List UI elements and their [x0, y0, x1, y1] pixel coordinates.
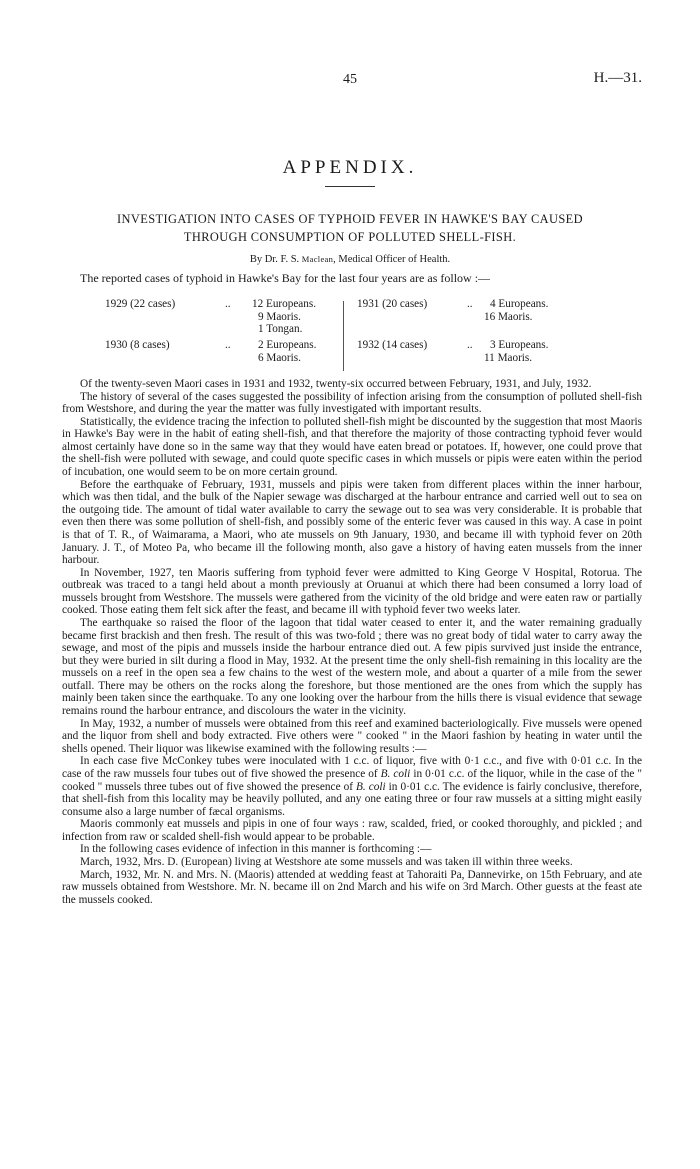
case-count: 16 Maoris. [484, 310, 533, 323]
title-line-2: THROUGH CONSUMPTION OF POLLUTED SHELL-FISH. [183, 230, 517, 244]
paragraph: March, 1932, Mr. N. and Mrs. N. (Maoris) attended at wedding feast at Tahoraiti Pa, Dannevirke, on 15th February, and ate raw mussels obtained from Westshore. Mr. N. became ill on 2nd March and his wife on 3rd March. Other guests at the feast ate the mussels cooked. [62, 868, 642, 906]
heading-rule [325, 186, 375, 187]
organism-name: B. coli [380, 767, 411, 780]
title-line-1: INVESTIGATION INTO CASES OF TYPHOID FEVER IN HAWKE'S BAY CAUSED [117, 212, 583, 226]
text-run: in 0·01 c.c. of the liquor, while in the case of the " cooked " mussels three tubes out of five showed the presence of [62, 767, 642, 793]
paragraph: In the following cases evidence of infection in this manner is forthcoming :— [80, 843, 432, 856]
paragraph: The earthquake so raised the floor of the lagoon that tidal water ceased to enter it, and the water remaining gradually became first brackish and then fresh. The result of this was two-fold ; there was no great body of tidal water to carry away the sewage, and most of the pipis and mussels inside the harbour entrance died out. A few pipis survived just inside the entrance, but they were buried in silt during a flood in May, 1932. At the present time the only shell-fish remaining in this locality are the mussels on a reef in the open sea a few chains to the west of the western mole, and about a quarter of a mile from the sewer outfall. There may be others on the rocks along the foreshore, but those mentioned are the ones from which the supply has mainly been taken since the earthquake. To any one looking over the harbour from the hills there is visual evidence that sewage remains round the harbour entrance, and discolours the water in the vicinity. [62, 616, 642, 718]
cases-table [0, 298, 700, 376]
leader-dots: .. [467, 339, 473, 351]
body-text [62, 378, 642, 906]
paragraph: In November, 1927, ten Maoris suffering from typhoid fever were admitted to King George V Hospital, Rotorua. The outbreak was traced to a tangi held about a month previously at Oruanui at which there had been consumed a lorry load of mussels brought from Westshore. The mussels were gathered from the vicinity of the old bridge and were eaten raw or partially cooked. Those eating them felt sick after the feast, and became ill with typhoid fever two weeks later. [62, 566, 642, 617]
case-count: 2 Europeans. [258, 339, 317, 351]
case-year: 1931 (20 cases) [357, 298, 428, 310]
document-code: H.—31. [593, 70, 642, 86]
article-title [60, 210, 640, 246]
paragraph: The history of several of the cases suggested the possibility of infection arising from the consumption of polluted shell-fish from Westshore, and during the year the matter was fully investigated with important results. [62, 390, 642, 416]
leader-dots: .. [467, 298, 473, 310]
paragraph: Before the earthquake of February, 1931, mussels and pipis were taken from different places within the inner harbour, which was then tidal, and the bulk of the Napier sewage was discharged at the harbour entrance and carried well out to sea on the outgoing tide. The amount of tidal water available to carry the sewage out to sea was very considerable. It is probable that even then there was some pollution of shell-fish, and possibly some of the enteric fever was caused in this way. A case in point is that of T. R., of Waimarama, a Maori, who ate mussels on 9th January, 1930, and became ill with typhoid fever on 20th January. J. T., of Moteo Pa, who became ill the following month, also gave a history of having eaten mussels from the inner harbour. [62, 478, 642, 567]
case-count: 12 Europeans. [252, 298, 317, 310]
byline-suffix: , Medical Officer of Health. [333, 254, 451, 265]
case-year: 1932 (14 cases) [357, 339, 428, 351]
case-counts [252, 298, 316, 336]
case-count: 3 Europeans. [490, 339, 549, 351]
byline [0, 254, 700, 265]
paragraph: Of the twenty-seven Maori cases in 1931 and 1932, twenty-six occurred between February, 1931, and July, 1932. [80, 378, 592, 390]
page-number: 45 [343, 72, 357, 87]
intro-sentence: The reported cases of typhoid in Hawke's Bay for the last four years are as follow :— [80, 271, 491, 285]
case-counts [258, 339, 316, 364]
leader-dots: .. [225, 339, 231, 351]
organism-name: B. coli [356, 780, 386, 793]
text-run: In each case five McConkey tubes were inoculated with 1 c.c. of liquor, five with 0·1 c.c., and five with 0·01 c.c. In the case of the raw mussels four tubes out of five showed the presence of [62, 755, 642, 780]
text-run: in 0·01 c.c. The evidence is fairly conclusive, therefore, that shell-fish from this locality may be heavily polluted, and any one eating three or four raw mussels at a sitting might easily consume also a large number of fæcal organisms. [62, 780, 642, 818]
column-divider [343, 301, 344, 371]
case-year: 1930 (8 cases) [105, 339, 170, 351]
paragraph: Statistically, the evidence tracing the infection to polluted shell-fish might be discounted by the suggestion that most Maoris in Hawke's Bay were in the habit of eating shell-fish, and that therefore the majority of those contracting typhoid fever would almost certainly have done so in the same way that they would have eaten bread or potatoes. If, however, one could prove that the shell-fish were polluted with sewage, and could quote specific cases in which mussels or pipis were eaten within the period of incubation, one would seem to be on more certain ground. [62, 415, 642, 479]
case-count: 1 Tongan. [258, 323, 303, 335]
byline-prefix: By Dr. F. S. [249, 254, 300, 265]
paragraph [62, 755, 642, 818]
byline-author: Maclean [301, 254, 334, 264]
case-count: 11 Maoris. [484, 351, 533, 364]
case-year: 1929 (22 cases) [105, 298, 176, 310]
case-count: 9 Maoris. [258, 310, 301, 323]
appendix-heading: APPENDIX. [282, 157, 418, 178]
leader-dots: .. [225, 298, 231, 310]
case-counts [484, 339, 548, 364]
case-count: 4 Europeans. [490, 298, 549, 310]
paragraph: Maoris commonly eat mussels and pipis in one of four ways : raw, scalded, fried, or cooked thoroughly, and pickled ; and infection from raw or scalded shell-fish would appear to be probable. [62, 818, 642, 843]
paragraph: March, 1932, Mrs. D. (European) living at Westshore ate some mussels and was taken ill within three weeks. [80, 855, 573, 868]
case-count: 6 Maoris. [258, 351, 301, 364]
case-counts [484, 298, 548, 323]
paragraph: In May, 1932, a number of mussels were obtained from this reef and examined bacteriologically. Five mussels were opened and the liquor from shell and body extracted. Five others were " cooked " in the Maori fashion by heating in water until the shells opened. Their liquor was likewise examined with the following results :— [62, 717, 642, 755]
